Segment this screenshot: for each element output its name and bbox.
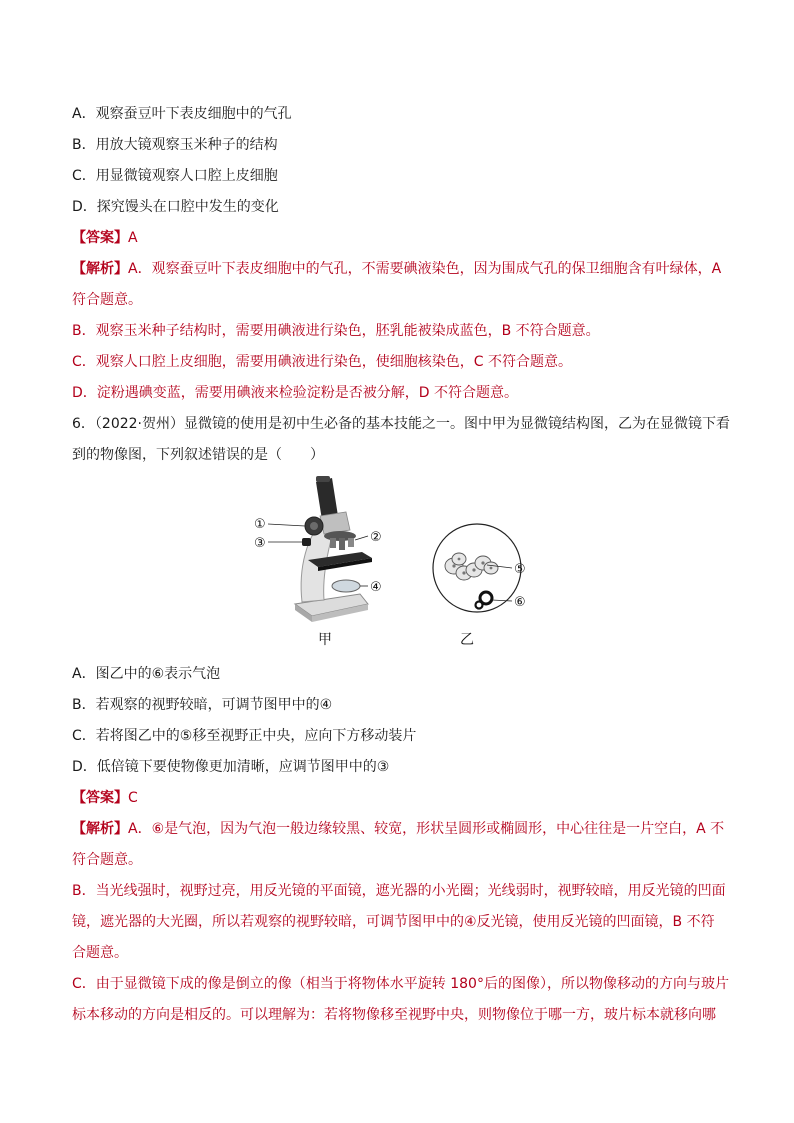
q6-stem-line-1: 6．（2022·贺州）显微镜的使用是初中生必备的基本技能之一。图中甲为显微镜结构图，乙为在显微镜下看 xyxy=(72,416,730,432)
label-jia: 甲 xyxy=(318,632,332,648)
q6-analysis-line-4: 镜，遮光器的大光圈，所以若观察的视野较暗，可调节图甲中的④反光镜，使用反光镜的凹面镜，B 不符 xyxy=(72,914,715,930)
q6-option-d: D．低倍镜下要使物像更加清晰，应调节图甲中的③ xyxy=(72,759,390,775)
q6-option-a: A．图乙中的⑥表示气泡 xyxy=(72,666,221,682)
q6-analysis-line-6: C．由于显微镜下成的像是倒立的像（相当于将物体水平旋转 180°后的图像），所以物像移动的方向与玻片 xyxy=(72,976,729,992)
marker-1: ① xyxy=(254,517,266,532)
marker-4: ④ xyxy=(370,580,382,595)
q5-analysis-line-4: C．观察人口腔上皮细胞，需要用碘液进行染色，使细胞核染色，C 不符合题意。 xyxy=(72,354,572,370)
q5-answer-value: A xyxy=(128,230,138,246)
q5-analysis-line-3: B．观察玉米种子结构时，需要用碘液进行染色，胚乳能被染成蓝色，B 不符合题意。 xyxy=(72,323,600,339)
q5-answer-tag: 【答案】 xyxy=(72,230,128,246)
q6-answer-line xyxy=(72,788,732,808)
microscope-figure-svg xyxy=(250,476,550,654)
q6-answer-tag: 【答案】 xyxy=(72,790,128,806)
q6-analysis-line-3: B．当光线强时，视野过亮，用反光镜的平面镜，遮光器的小光圈；光线弱时，视野较暗，用反光镜的凹面 xyxy=(72,883,726,899)
label-yi: 乙 xyxy=(460,632,474,648)
q5-option-d: D．探究馒头在口腔中发生的变化 xyxy=(72,199,279,215)
microscope-figure xyxy=(250,476,550,654)
q6-analysis-line-1 xyxy=(72,819,732,839)
q6-analysis-text-1: A．⑥是气泡，因为气泡一般边缘较黑、较宽，形状呈圆形或椭圆形，中心往往是一片空白，A 不 xyxy=(128,821,725,837)
microscope-illustration xyxy=(295,476,372,622)
q5-analysis-line-5: D．淀粉遇碘变蓝，需要用碘液来检验淀粉是否被分解，D 不符合题意。 xyxy=(72,385,519,401)
marker-5: ⑤ xyxy=(514,562,526,577)
q5-analysis-line-1 xyxy=(72,259,732,279)
q6-analysis-line-7: 标本移动的方向是相反的。可以理解为：若将物像移至视野中央，则物像位于哪一方，玻片标本就移向哪 xyxy=(72,1007,716,1023)
q5-analysis-line-2: 符合题意。 xyxy=(72,292,142,308)
q5-option-c: C．用显微镜观察人口腔上皮细胞 xyxy=(72,168,278,184)
marker-3: ③ xyxy=(254,536,266,551)
q5-option-b: B．用放大镜观察玉米种子的结构 xyxy=(72,137,278,153)
marker-6: ⑥ xyxy=(514,595,526,610)
q6-option-b: B．若观察的视野较暗，可调节图甲中的④ xyxy=(72,697,333,713)
q5-analysis-text-1: A．观察蚕豆叶下表皮细胞中的气孔，不需要碘液染色，因为围成气孔的保卫细胞含有叶绿体，A xyxy=(128,261,722,277)
q6-stem-line-2: 到的物像图，下列叙述错误的是（ ） xyxy=(72,447,324,463)
q6-option-c: C．若将图乙中的⑤移至视野正中央，应向下方移动装片 xyxy=(72,728,417,744)
q5-option-a: A．观察蚕豆叶下表皮细胞中的气孔 xyxy=(72,106,292,122)
q5-analysis-tag: 【解析】 xyxy=(72,261,128,277)
field-of-view-illustration xyxy=(433,524,521,612)
q6-analysis-line-2: 符合题意。 xyxy=(72,852,142,868)
q5-answer-line xyxy=(72,228,732,248)
q6-analysis-tag: 【解析】 xyxy=(72,821,128,837)
marker-2: ② xyxy=(370,530,382,545)
q6-analysis-line-5: 合题意。 xyxy=(72,945,128,961)
q6-answer-value: C xyxy=(128,790,138,806)
